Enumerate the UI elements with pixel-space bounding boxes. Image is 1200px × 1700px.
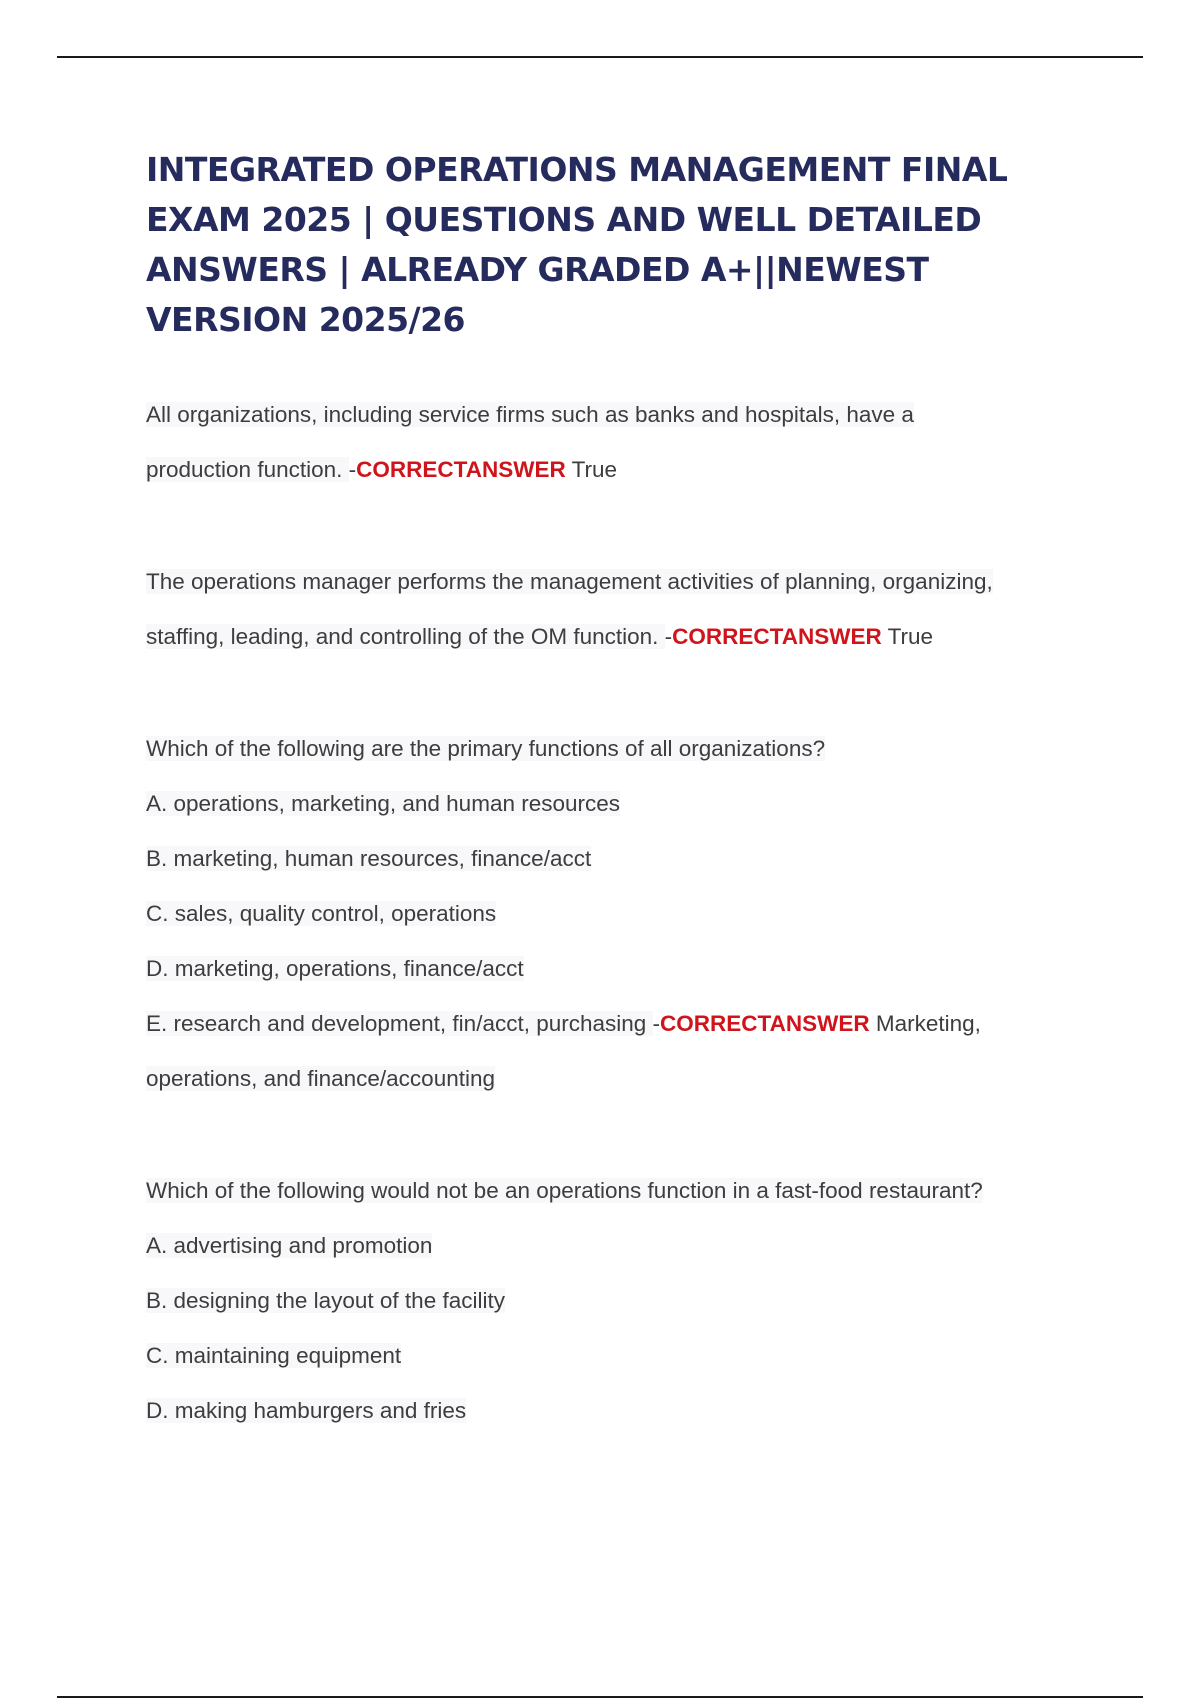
top-rule <box>57 56 1143 58</box>
option-text: C. maintaining equipment <box>146 1343 402 1368</box>
question-line <box>146 1163 1066 1218</box>
option-line <box>146 1273 1066 1328</box>
answer-dash: - <box>348 457 357 482</box>
option-line <box>146 831 1066 886</box>
question-block-2 <box>146 554 1066 664</box>
option-line <box>146 996 1066 1051</box>
option-text: E. research and development, fin/acct, purchasing <box>146 1011 653 1036</box>
option-text: A. operations, marketing, and human resources <box>146 791 621 816</box>
option-text: B. designing the layout of the facility <box>146 1288 505 1313</box>
option-text: A. advertising and promotion <box>146 1233 433 1258</box>
question-block-4 <box>146 1163 1066 1438</box>
option-line <box>146 941 1066 996</box>
option-line <box>146 886 1066 941</box>
question-text: staffing, leading, and controlling of the OM function. <box>146 624 665 649</box>
answer-continued-line <box>146 1051 1066 1106</box>
option-text: C. sales, quality control, operations <box>146 901 497 926</box>
answer-dash: - <box>664 624 673 649</box>
question-line <box>146 387 1066 442</box>
question-text: All organizations, including service firms such as banks and hospitals, have a <box>146 402 914 427</box>
question-line <box>146 442 1066 497</box>
correct-answer-marker: CORRECTANSWER <box>672 624 882 649</box>
question-text: Which of the following would not be an operations function in a fast-food restaurant? <box>146 1178 983 1203</box>
question-line <box>146 609 1066 664</box>
option-text: B. marketing, human resources, finance/acct <box>146 846 592 871</box>
answer-text-continued: operations, and finance/accounting <box>146 1066 496 1091</box>
option-line <box>146 1218 1066 1273</box>
answer-text: True <box>565 457 617 482</box>
option-line <box>146 1383 1066 1438</box>
correct-answer-marker: CORRECTANSWER <box>660 1011 870 1036</box>
answer-text: Marketing, <box>869 1011 981 1036</box>
document-page <box>146 145 1066 1438</box>
answer-text: True <box>881 624 934 649</box>
bottom-rule <box>57 1696 1143 1698</box>
option-line <box>146 776 1066 831</box>
question-line <box>146 554 1066 609</box>
document-title: INTEGRATED OPERATIONS MANAGEMENT FINAL EXAM 2025 | QUESTIONS AND WELL DETAILED ANSWERS | ALREADY GRADED A+||NEWEST VERSION 2025/26 <box>146 150 1008 339</box>
correct-answer-marker: CORRECTANSWER <box>356 457 566 482</box>
question-block-3 <box>146 721 1066 1106</box>
question-block-1 <box>146 387 1066 497</box>
question-text: Which of the following are the primary functions of all organizations? <box>146 736 826 761</box>
option-text: D. making hamburgers and fries <box>146 1398 467 1423</box>
answer-dash: - <box>652 1011 661 1036</box>
question-line <box>146 721 1066 776</box>
option-line <box>146 1328 1066 1383</box>
question-text: The operations manager performs the management activities of planning, organizing, <box>146 569 993 594</box>
question-text: production function. <box>146 457 349 482</box>
option-text: D. marketing, operations, finance/acct <box>146 956 524 981</box>
